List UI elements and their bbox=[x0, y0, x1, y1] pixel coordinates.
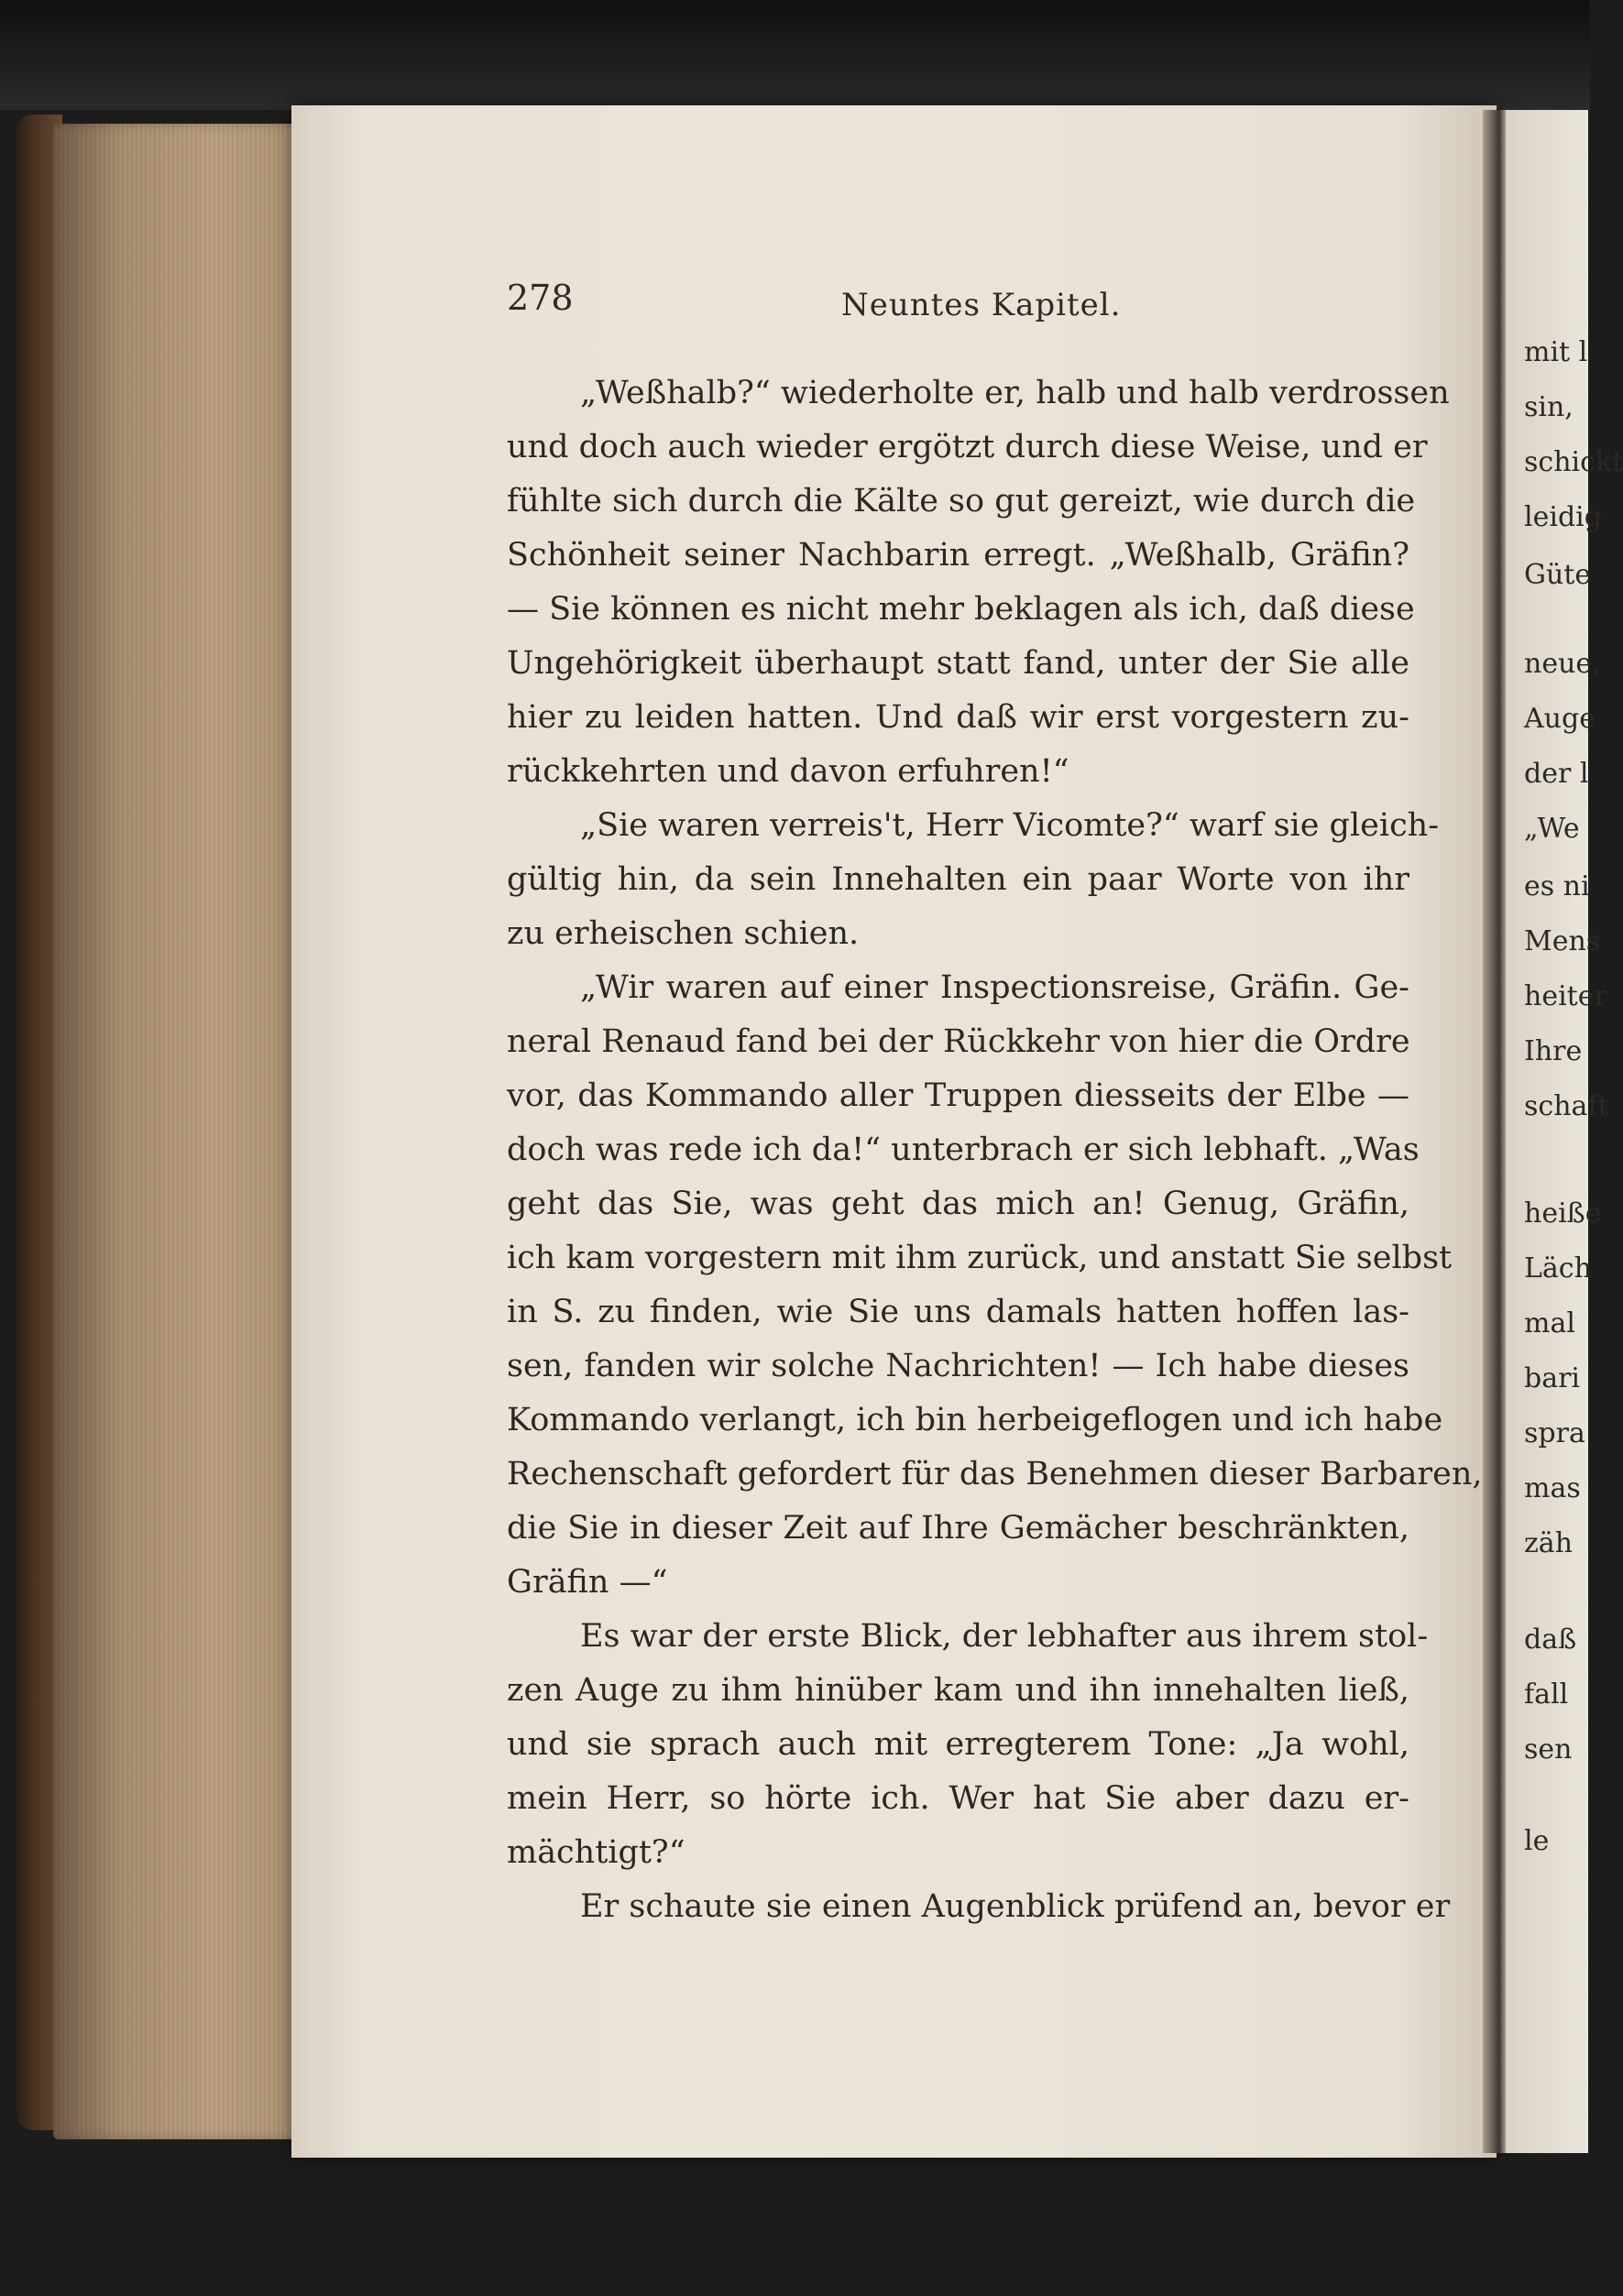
right-page-fragment: spra bbox=[1524, 1417, 1585, 1449]
text-line: Kommando verlangt, ich bin herbeigeflogen und ich habe bbox=[507, 1402, 1443, 1438]
text-line: Es war der erste Blick, der lebhafter aus ihrem stol- bbox=[580, 1618, 1429, 1655]
text-line: „Wir waren auf einer Inspectionsreise, Gräfin. Ge- bbox=[580, 969, 1409, 1006]
page-number: 278 bbox=[507, 278, 574, 318]
text-line: und doch auch wieder ergötzt durch diese Weise, und er bbox=[507, 429, 1428, 465]
text-line: zu erheischen schien. bbox=[507, 915, 860, 952]
text-line: ich kam vorgestern mit ihm zurück, und anstatt Sie selbst bbox=[507, 1240, 1453, 1276]
right-page-fragment: mit l bbox=[1524, 336, 1588, 368]
text-line: „Weßhalb?“ wiederholte er, halb und halb verdrossen bbox=[580, 375, 1450, 411]
right-page-fragment: „We bbox=[1524, 813, 1580, 845]
body-text bbox=[507, 366, 1483, 1934]
right-page-fragment: schickt bbox=[1524, 446, 1623, 478]
text-line: mein Herr, so hörte ich. Wer hat Sie aber dazu er- bbox=[507, 1780, 1409, 1817]
right-page-fragment: heiter bbox=[1524, 980, 1607, 1012]
background-top bbox=[0, 0, 1590, 110]
right-page-fragment: Mens bbox=[1524, 925, 1601, 957]
right-page-fragment: zäh bbox=[1524, 1527, 1574, 1559]
text-line: rückkehrten und davon erfuhren!“ bbox=[507, 753, 1069, 790]
right-page-fragment: mas bbox=[1524, 1472, 1581, 1504]
text-line: vor, das Kommando aller Truppen diesseits der Elbe — bbox=[507, 1077, 1409, 1114]
text-line: Rechenschaft gefordert für das Benehmen dieser Barbaren, bbox=[507, 1456, 1483, 1492]
text-line: fühlte sich durch die Kälte so gut gereizt, wie durch die bbox=[507, 483, 1416, 519]
text-line: doch was rede ich da!“ unterbrach er sich lebhaft. „Was bbox=[507, 1132, 1420, 1168]
right-page bbox=[1506, 110, 1623, 2153]
right-page-fragment: fall bbox=[1524, 1678, 1569, 1711]
right-page-fragment: bari bbox=[1524, 1362, 1581, 1394]
text-line: Er schaute sie einen Augenblick prüfend an, bevor er bbox=[580, 1888, 1451, 1925]
right-page-fragment: Läch bbox=[1524, 1252, 1592, 1285]
text-line: geht das Sie, was geht das mich an! Genug, Gräfin, bbox=[507, 1186, 1409, 1222]
text-line: „Sie waren verreis't, Herr Vicomte?“ warf sie gleich- bbox=[580, 807, 1440, 844]
right-page-fragment: Ihre bbox=[1524, 1035, 1583, 1067]
text-line: sen, fanden wir solche Nachrichten! — Ich habe dieses bbox=[507, 1348, 1409, 1384]
text-line: mächtigt?“ bbox=[507, 1834, 685, 1871]
right-page-fragment: sen bbox=[1524, 1733, 1573, 1766]
right-page-fragment: es ni bbox=[1524, 870, 1590, 902]
right-page-fragment: daß bbox=[1524, 1624, 1577, 1656]
right-page-fragment: mal bbox=[1524, 1307, 1575, 1339]
text-line: Schönheit seiner Nachbarin erregt. „Weßhalb, Gräfin? bbox=[507, 537, 1409, 574]
right-page-fragment: le bbox=[1524, 1825, 1550, 1857]
right-page-fragment: sin, bbox=[1524, 391, 1574, 423]
right-page-fragment: Güte bbox=[1524, 559, 1592, 591]
text-line: und sie sprach auch mit erregterem Tone: „Ja wohl, bbox=[507, 1726, 1409, 1763]
right-page-fragment: neue, bbox=[1524, 648, 1601, 680]
text-line: hier zu leiden hatten. Und daß wir erst vorgestern zu- bbox=[507, 699, 1409, 736]
text-line: zen Auge zu ihm hinüber kam und ihn innehalten ließ, bbox=[507, 1672, 1409, 1709]
running-head: Neuntes Kapitel. bbox=[841, 287, 1122, 323]
text-line: gültig hin, da sein Innehalten ein paar Worte von ihr bbox=[507, 861, 1409, 898]
text-line: in S. zu finden, wie Sie uns damals hatten hoffen las- bbox=[507, 1294, 1409, 1330]
text-line: Ungehörigkeit überhaupt statt fand, unter der Sie alle bbox=[507, 645, 1409, 682]
right-page-fragment: Auge bbox=[1524, 703, 1596, 735]
right-page-fragment: leidig bbox=[1524, 501, 1602, 533]
right-page-fragment: der l bbox=[1524, 758, 1589, 790]
page-edges bbox=[53, 124, 319, 2139]
page-header bbox=[507, 275, 1409, 330]
text-line: neral Renaud fand bei der Rückkehr von hier die Ordre bbox=[507, 1023, 1410, 1060]
right-page-fragment: heiße bbox=[1524, 1197, 1602, 1230]
text-line: Gräfin —“ bbox=[507, 1564, 668, 1601]
right-page-fragment: schaft bbox=[1524, 1090, 1609, 1122]
text-line: die Sie in dieser Zeit auf Ihre Gemächer beschränkten, bbox=[507, 1510, 1409, 1547]
text-line: — Sie können es nicht mehr beklagen als ich, daß diese bbox=[507, 591, 1415, 628]
